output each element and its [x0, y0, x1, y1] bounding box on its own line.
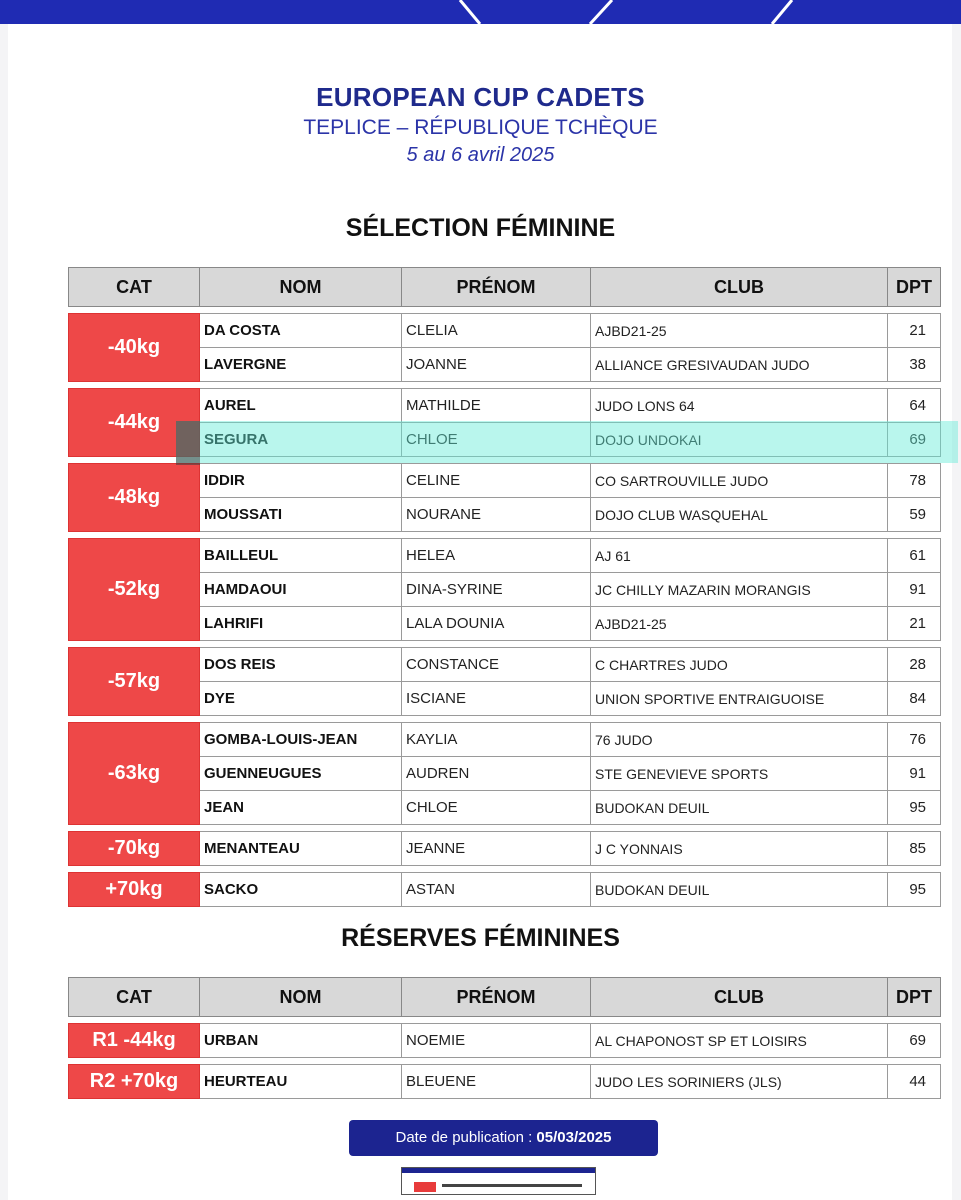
prenom-cell: LALA DOUNIA: [402, 607, 591, 641]
dpt-cell: 38: [888, 348, 941, 382]
club-cell: JUDO LONS 64: [591, 389, 888, 423]
nom-cell: HAMDAOUI: [200, 573, 402, 607]
nom-cell: SACKO: [200, 873, 402, 907]
selection-title: SÉLECTION FÉMININE: [345, 214, 616, 242]
table-row: [69, 723, 941, 757]
event-dates: 5 au 6 avril 2025: [406, 144, 555, 166]
club-cell: AJ 61: [591, 539, 888, 573]
table-row: [69, 791, 941, 825]
dpt-cell: 78: [888, 464, 941, 498]
prenom-cell: CHLOE: [402, 791, 591, 825]
nom-cell: GOMBA-LOUIS-JEAN: [200, 723, 402, 757]
table-header-row: [69, 268, 941, 307]
club-cell: JC CHILLY MAZARIN MORANGIS: [591, 573, 888, 607]
category-cell: R1 -44kg: [69, 1024, 200, 1058]
dpt-cell: 44: [888, 1065, 941, 1099]
club-cell: BUDOKAN DEUIL: [591, 791, 888, 825]
table-row: [69, 498, 941, 532]
nom-cell: DA COSTA: [200, 314, 402, 348]
prenom-cell: CELINE: [402, 464, 591, 498]
table-header-row: [69, 978, 941, 1017]
dpt-cell: 84: [888, 682, 941, 716]
prenom-cell: JEANNE: [402, 832, 591, 866]
dpt-cell: 85: [888, 832, 941, 866]
club-cell: C CHARTRES JUDO: [591, 648, 888, 682]
nom-cell: MENANTEAU: [200, 832, 402, 866]
prenom-cell: AUDREN: [402, 757, 591, 791]
nom-cell: BAILLEUL: [200, 539, 402, 573]
nom-cell: JEAN: [200, 791, 402, 825]
document-header: [0, 80, 961, 169]
table-row: [69, 464, 941, 498]
dpt-cell: 21: [888, 314, 941, 348]
dpt-cell: 64: [888, 389, 941, 423]
table-row: [69, 348, 941, 382]
prenom-cell: CHLOE: [402, 423, 591, 457]
dpt-cell: 28: [888, 648, 941, 682]
table-row: [69, 832, 941, 866]
column-header-prenom: PRÉNOM: [402, 978, 591, 1017]
category-cell: -63kg: [69, 723, 200, 825]
highlight-marker: [176, 421, 958, 463]
reserves-title: RÉSERVES FÉMININES: [341, 924, 620, 952]
column-header-club: CLUB: [591, 268, 888, 307]
prenom-cell: HELEA: [402, 539, 591, 573]
dpt-cell: 95: [888, 873, 941, 907]
footer-logo: [401, 1167, 596, 1195]
group-spacer: [69, 825, 941, 832]
club-cell: AJBD21-25: [591, 314, 888, 348]
prenom-cell: ISCIANE: [402, 682, 591, 716]
group-spacer: [69, 382, 941, 389]
event-title: EUROPEAN CUP CADETS: [316, 82, 645, 112]
highlight-marker-edge: [176, 421, 200, 465]
group-spacer: [69, 716, 941, 723]
category-cell: -52kg: [69, 539, 200, 641]
publication-label: Date de publication :: [395, 1129, 537, 1146]
table-row: [69, 873, 941, 907]
club-cell: DOJO CLUB WASQUEHAL: [591, 498, 888, 532]
nom-cell: IDDIR: [200, 464, 402, 498]
prenom-cell: JOANNE: [402, 348, 591, 382]
table-row: [69, 573, 941, 607]
club-cell: CO SARTROUVILLE JUDO: [591, 464, 888, 498]
nom-cell: HEURTEAU: [200, 1065, 402, 1099]
column-header-dpt: DPT: [888, 978, 941, 1017]
table-row: [69, 757, 941, 791]
club-cell: BUDOKAN DEUIL: [591, 873, 888, 907]
nom-cell: MOUSSATI: [200, 498, 402, 532]
club-cell: AL CHAPONOST SP ET LOISIRS: [591, 1024, 888, 1058]
dpt-cell: 91: [888, 757, 941, 791]
selection-table: [68, 267, 941, 907]
table-row: [69, 539, 941, 573]
dpt-cell: 69: [888, 1024, 941, 1058]
dpt-cell: 91: [888, 573, 941, 607]
column-header-dpt: DPT: [888, 268, 941, 307]
table-row: [69, 1065, 941, 1099]
club-cell: 76 JUDO: [591, 723, 888, 757]
column-header-cat: CAT: [69, 268, 200, 307]
reserves-table: [68, 977, 941, 1099]
club-cell: ALLIANCE GRESIVAUDAN JUDO: [591, 348, 888, 382]
group-spacer: [69, 866, 941, 873]
nom-cell: LAHRIFI: [200, 607, 402, 641]
table-row: [69, 648, 941, 682]
prenom-cell: NOURANE: [402, 498, 591, 532]
category-cell: R2 +70kg: [69, 1065, 200, 1099]
event-location: TEPLICE – RÉPUBLIQUE TCHÈQUE: [303, 116, 658, 139]
nom-cell: DYE: [200, 682, 402, 716]
prenom-cell: CONSTANCE: [402, 648, 591, 682]
prenom-cell: KAYLIA: [402, 723, 591, 757]
table-row: [69, 1024, 941, 1058]
group-spacer: [69, 641, 941, 648]
column-header-nom: NOM: [200, 978, 402, 1017]
group-spacer: [69, 1017, 941, 1024]
category-cell: -40kg: [69, 314, 200, 382]
club-cell: STE GENEVIEVE SPORTS: [591, 757, 888, 791]
table-row: [69, 314, 941, 348]
nom-cell: LAVERGNE: [200, 348, 402, 382]
publication-date-badge: [349, 1120, 658, 1156]
category-cell: -57kg: [69, 648, 200, 716]
column-header-club: CLUB: [591, 978, 888, 1017]
prenom-cell: CLELIA: [402, 314, 591, 348]
group-spacer: [69, 532, 941, 539]
nom-cell: GUENNEUGUES: [200, 757, 402, 791]
dpt-cell: 21: [888, 607, 941, 641]
club-cell: J C YONNAIS: [591, 832, 888, 866]
table-row: [69, 389, 941, 423]
category-cell: -70kg: [69, 832, 200, 866]
dpt-cell: 69: [888, 423, 941, 457]
club-cell: JUDO LES SORINIERS (JLS): [591, 1065, 888, 1099]
column-header-prenom: PRÉNOM: [402, 268, 591, 307]
table-row: [69, 682, 941, 716]
nom-cell: AUREL: [200, 389, 402, 423]
category-cell: -44kg: [69, 389, 200, 457]
nom-cell: DOS REIS: [200, 648, 402, 682]
group-spacer: [69, 307, 941, 314]
column-header-nom: NOM: [200, 268, 402, 307]
category-cell: +70kg: [69, 873, 200, 907]
column-header-cat: CAT: [69, 978, 200, 1017]
prenom-cell: NOEMIE: [402, 1024, 591, 1058]
nom-cell: SEGURA: [200, 423, 402, 457]
prenom-cell: BLEUENE: [402, 1065, 591, 1099]
top-banner: [0, 0, 961, 24]
prenom-cell: DINA-SYRINE: [402, 573, 591, 607]
club-cell: DOJO UNDOKAI: [591, 423, 888, 457]
club-cell: AJBD21-25: [591, 607, 888, 641]
prenom-cell: ASTAN: [402, 873, 591, 907]
publication-date: 05/03/2025: [536, 1129, 612, 1146]
category-cell: -48kg: [69, 464, 200, 532]
dpt-cell: 61: [888, 539, 941, 573]
group-spacer: [69, 1058, 941, 1065]
club-cell: UNION SPORTIVE ENTRAIGUOISE: [591, 682, 888, 716]
prenom-cell: MATHILDE: [402, 389, 591, 423]
dpt-cell: 95: [888, 791, 941, 825]
table-row: [69, 607, 941, 641]
dpt-cell: 76: [888, 723, 941, 757]
nom-cell: URBAN: [200, 1024, 402, 1058]
dpt-cell: 59: [888, 498, 941, 532]
